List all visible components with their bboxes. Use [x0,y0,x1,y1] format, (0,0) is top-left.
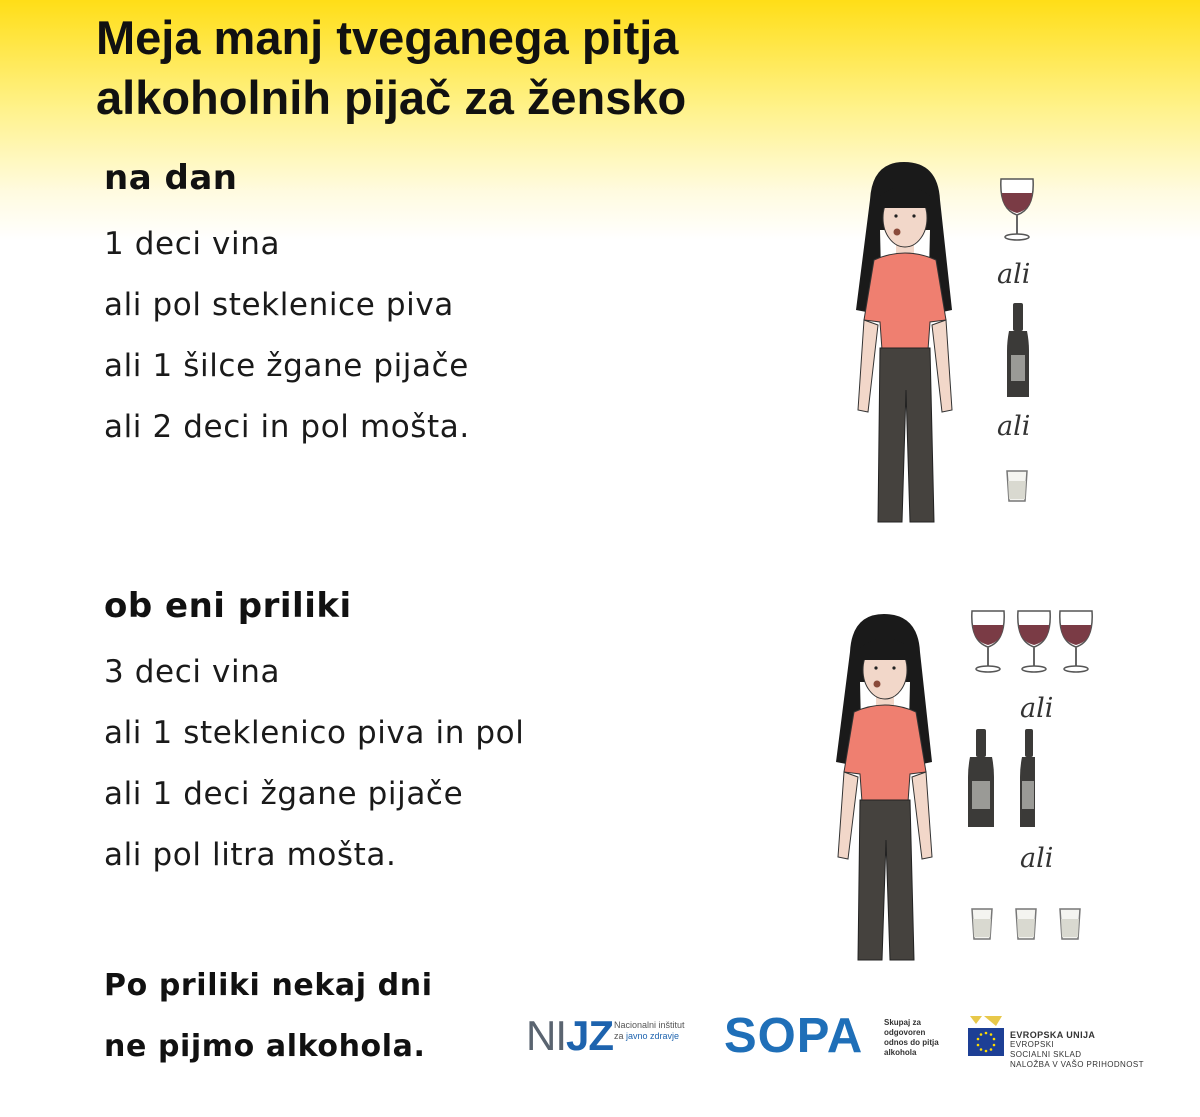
occasion-line-3: ali 1 deci žgane pijače [104,776,464,812]
ali-separator-2: ali [997,411,1031,442]
ali-separator-4: ali [1020,843,1054,874]
sopa-text-line-2: odgovoren [884,1028,926,1037]
sopa-text-line-4: alkohola [884,1048,917,1057]
title-line-2: alkoholnih pijač za žensko [96,71,687,124]
eu-text-line-2: EVROPSKI [1010,1040,1055,1049]
nijz-text-line-1: Nacionalni inštitut [614,1020,685,1030]
sopa-logo: SOPA [724,1009,864,1063]
shot-glass-icon [1016,909,1036,939]
wine-glass-icon [1001,179,1033,240]
abstinence-line-2: ne pijmo alkohola. [104,1029,426,1064]
nijz-logo-ni: NI [526,1012,566,1059]
daily-line-1: 1 deci vina [104,226,281,262]
page-title [96,8,686,128]
half-beer-bottle-icon [1020,729,1035,827]
nijz-logo-jz: JZ [566,1012,614,1059]
daily-drinks-column [985,175,1055,510]
daily-heading: na dan [104,158,238,198]
eu-flag-icon [966,1014,1006,1062]
sopa-logo-text [884,1018,954,1058]
abstinence-note [104,955,433,1077]
eu-text-line-4: NALOŽBA V VAŠO PRIHODNOST [1010,1060,1144,1069]
ali-separator-1: ali [997,259,1031,290]
daily-line-3: ali 1 šilce žgane pijače [104,348,469,384]
nijz-text-line-2b: javno zdravje [626,1031,680,1041]
occasion-line-1: 3 deci vina [104,654,281,690]
sopa-text-line-1: Skupaj za [884,1018,921,1027]
occasion-drinks-group [960,605,1100,950]
eu-text-line-1: EVROPSKA UNIJA [1010,1030,1096,1040]
occasion-list [104,642,524,886]
occasion-heading: ob eni priliki [104,586,352,626]
wine-glass-icon [1060,611,1092,672]
nijz-logo [526,1012,613,1060]
shot-glass-icon [1060,909,1080,939]
woman-illustration-occasion [820,612,950,962]
shot-glass-icon [972,909,992,939]
occasion-line-4: ali pol litra mošta. [104,837,397,873]
title-line-1: Meja manj tveganega pitja [96,11,679,64]
woman-illustration-daily [840,160,970,525]
nijz-logo-text [614,1020,685,1042]
ali-separator-3: ali [1020,693,1054,724]
eu-logo-text [1010,1030,1144,1070]
beer-bottle-icon [968,729,994,827]
shot-glass-icon [1007,471,1027,501]
daily-list [104,214,470,458]
nijz-text-line-2a: za [614,1031,627,1041]
occasion-line-2: ali 1 steklenico piva in pol [104,715,525,751]
abstinence-line-1: Po priliki nekaj dni [104,968,433,1003]
daily-line-4: ali 2 deci in pol mošta. [104,409,470,445]
wine-glass-icon [1018,611,1050,672]
wine-glass-icon [972,611,1004,672]
sopa-text-line-3: odnos do pitja [884,1038,939,1047]
eu-text-line-3: SOCIALNI SKLAD [1010,1050,1082,1059]
beer-bottle-icon [1007,303,1029,397]
daily-line-2: ali pol steklenice piva [104,287,454,323]
